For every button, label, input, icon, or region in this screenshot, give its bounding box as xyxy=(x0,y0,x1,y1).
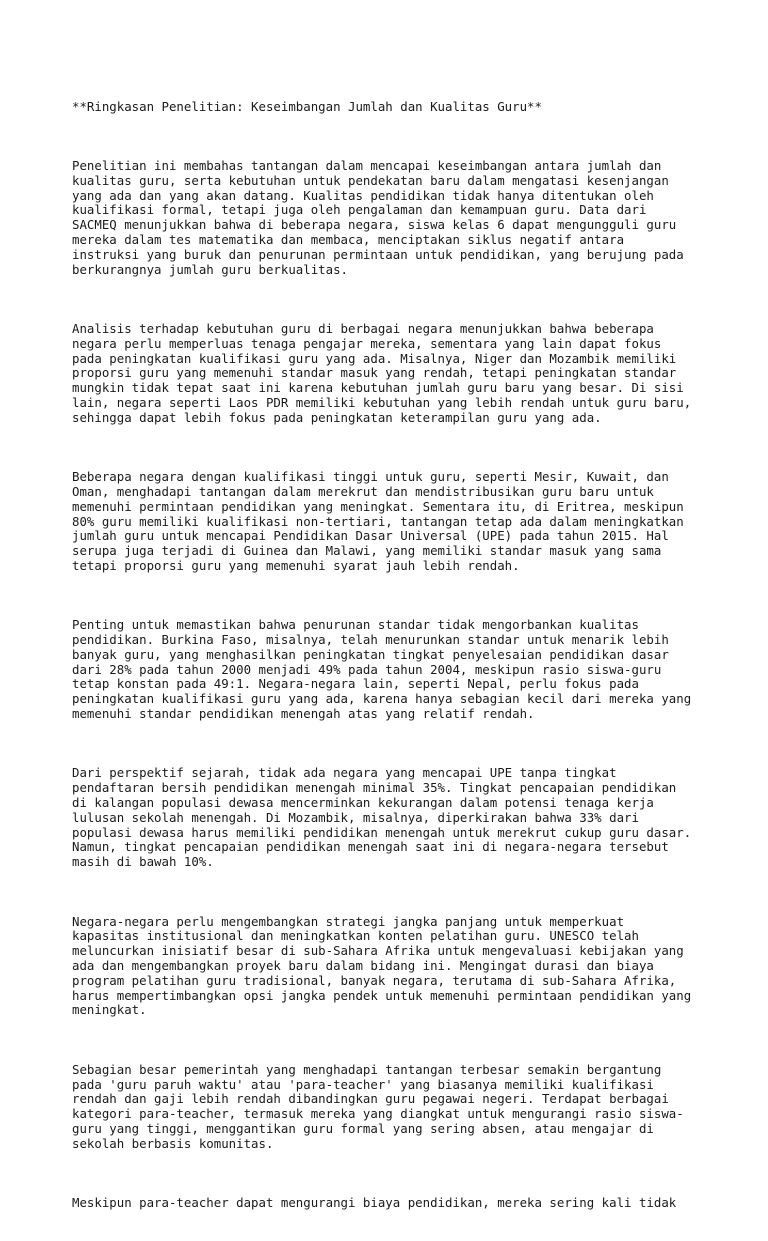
paragraph-4: Penting untuk memastikan bahwa penurunan standar tidak mengorbankan kualitas pendidikan. Burkina Faso, misalnya, telah menurunkan standar untuk menarik lebih banyak guru, yang menghasilkan peningkatan tingkat penyelesaian pendidikan dasar dari 28% pada tahun 2000 menjadi 49% pada tahun 2004, meskipun rasio siswa-guru tetap konstan pada 49:1. Negara-negara lain, seperti Nepal, perlu fokus pada peningkatan kualifikasi guru yang ada, karena hanya sebagian kecil dari mereka yang memenuhi standar pendidikan menengah atas yang relatif rendah. xyxy=(72,617,692,722)
paragraph-1: Penelitian ini membahas tantangan dalam mencapai keseimbangan antara jumlah dan kualitas guru, serta kebutuhan untuk pendekatan baru dalam mengatasi kesenjangan yang ada dan yang akan datang. Kualitas pendidikan tidak hanya ditentukan oleh kualifikasi formal, tetapi juga oleh pengalaman dan kemampuan guru. Data dari SACMEQ menunjukkan bahwa di beberapa negara, siswa kelas 6 dapat mengungguli guru mereka dalam tes matematika dan membaca, menciptakan siklus negatif antara instruksi yang buruk dan penurunan permintaan untuk pendidikan, yang berujung pada berkurangnya jumlah guru berkualitas. xyxy=(72,157,684,277)
paragraph-7: Sebagian besar pemerintah yang menghadapi tantangan terbesar semakin bergantung pada 'guru paruh waktu' atau 'para-teacher' yang biasanya memiliki kualifikasi rendah dan gaji lebih rendah dibandingkan guru pegawai negeri. Terdapat berbagai kategori para-teacher, termasuk mereka yang diangkat untuk mengurangi rasio siswa- guru yang tinggi, menggantikan guru formal yang sering absen, atau mengajar di sekolah berbasis komunitas. xyxy=(72,1061,684,1151)
paragraph-6: Negara-negara perlu mengembangkan strategi jangka panjang untuk memperkuat kapasitas institusional dan meningkatkan konten pelatihan guru. UNESCO telah meluncurkan inisiatif besar di sub-Sahara Afrika untuk mengevaluasi kebijakan yang ada dan mengembangkan proyek baru dalam bidang ini. Mengingat durasi dan biaya program pelatihan guru tradisional, banyak negara, terutama di sub-Sahara Afrika, harus mempertimbangkan opsi jangka pendek untuk memenuhi permintaan pendidikan yang meningkat. xyxy=(72,913,692,1018)
paragraph-5: Dari perspektif sejarah, tidak ada negara yang mencapai UPE tanpa tingkat pendaftaran bersih pendidikan menengah minimal 35%. Tingkat pencapaian pendidikan di kalangan populasi dewasa mencerminkan kekurangan dalam potensi tenaga kerja lulusan sekolah menengah. Di Mozambik, misalnya, diperkirakan bahwa 33% dari populasi dewasa harus memiliki pendidikan menengah untuk merekrut cukup guru dasar. Namun, tingkat pencapaian pendidikan menengah saat ini di negara-negara tersebut masih di bawah 10%. xyxy=(72,765,692,870)
paragraph-8: Meskipun para-teacher dapat mengurangi biaya pendidikan, mereka sering kali tidak xyxy=(72,1195,677,1211)
paragraph-3: Beberapa negara dengan kualifikasi tinggi untuk guru, seperti Mesir, Kuwait, dan Oman, menghadapi tantangan dalam merekrut dan mendistribusikan guru baru untuk memenuhi permintaan pendidikan yang meningkat. Sementara itu, di Eritrea, meskipun 80% guru memiliki kualifikasi non-tertiari, tantangan tetap ada dalam meningkatkan jumlah guru untuk mencapai Pendidikan Dasar Universal (UPE) pada tahun 2015. Hal serupa juga terjadi di Guinea dan Malawi, yang memiliki standar masuk yang sama tetapi proporsi guru yang memenuhi syarat jauh lebih rendah. xyxy=(72,469,684,573)
document-title: **Ringkasan Penelitian: Keseimbangan Jumlah dan Kualitas Guru** xyxy=(72,98,542,114)
paragraph-2: Analisis terhadap kebutuhan guru di berbagai negara menunjukkan bahwa beberapa negara perlu memperluas tenaga pengajar mereka, sementara yang lain dapat fokus pada peningkatan kualifikasi guru yang ada. Misalnya, Niger dan Mozambik memiliki proporsi guru yang memenuhi standar masuk yang rendah, tetapi peningkatan standar mungkin tidak tepat saat ini karena kebutuhan jumlah guru baru yang besar. Di sisi lain, negara seperti Laos PDR memiliki kebutuhan yang lebih rendah untuk guru baru, sehingga dapat lebih fokus pada peningkatan keterampilan guru yang ada. xyxy=(72,320,692,425)
document-page xyxy=(72,70,712,1241)
